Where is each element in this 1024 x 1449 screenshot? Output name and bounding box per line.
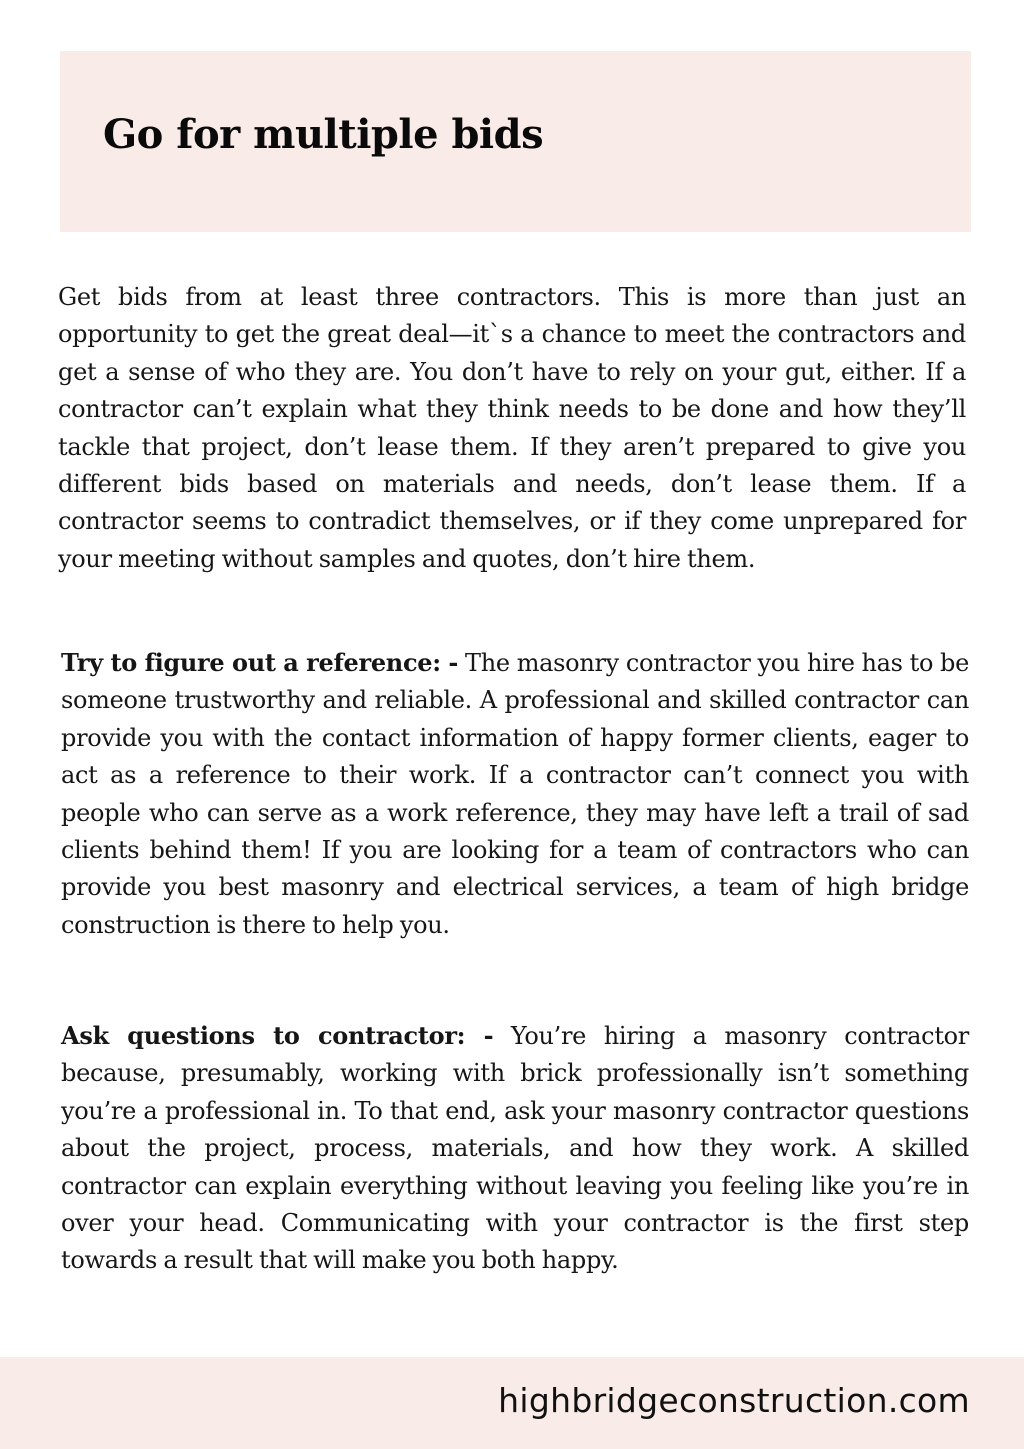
questions-paragraph <box>61 1017 969 1280</box>
questions-heading: Ask questions to contractor: - <box>61 1021 494 1050</box>
website-url: highbridgeconstruction.com <box>498 1381 970 1420</box>
reference-heading: Try to figure out a reference: - <box>61 648 459 677</box>
reference-text: The masonry contractor you hire has to be someone trustworthy and reliable. A professional and skilled contractor can provide you with the contact information of happy former clients, eager to act as a reference to their work. If a contractor can’t connect you with people who can serve as a work reference, they may have left a trail of sad clients behind them! If you are looking for a team of contractors who can provide you best masonry and electrical services, a team of high bridge construction is there to help you. <box>61 649 969 939</box>
page-title: Go for multiple bids <box>103 111 544 158</box>
reference-paragraph <box>61 644 969 944</box>
footer-banner <box>0 1357 1024 1449</box>
title-banner <box>60 51 971 232</box>
intro-paragraph: Get bids from at least three contractors. This is more than just an opportunity to get the great deal—it`s a chance to meet the contractors and get a sense of who they are. You don’t have to rely on your gut, either. If a contractor can’t explain what they think needs to be done and how they’ll tackle that project, don’t lease them. If they aren’t prepared to give you different bids based on materials and needs, don’t lease them. If a contractor seems to contradict themselves, or if they come unprepared for your meeting without samples and quotes, don’t hire them. <box>58 283 966 573</box>
questions-text: You’re hiring a masonry contractor because, presumably, working with brick professionally isn’t something you’re a professional in. To that end, ask your masonry contractor questions about the project, process, materials, and how they work. A skilled contractor can explain everything without leaving you feeling like you’re in over your head. Communicating with your contractor is the first step towards a result that will make you both happy. <box>61 1022 969 1275</box>
